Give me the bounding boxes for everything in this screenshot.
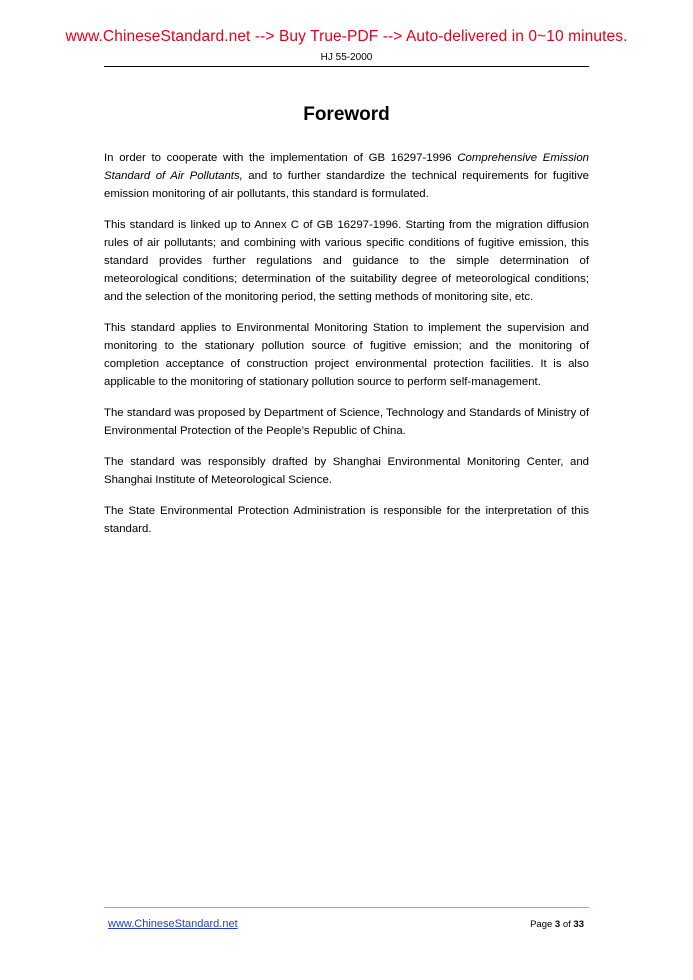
standard-title-emphasis: Comprehensive Emission Standard of Air Pollutants, (104, 152, 589, 182)
paragraph-6: The State Environmental Protection Administration is responsible for the interpretation of this standard. (104, 505, 589, 535)
page-of: of (560, 919, 574, 930)
paragraph-3: This standard applies to Environmental Monitoring Station to implement the supervision and monitoring to the stationary pollution source of fugitive emission; and the monitoring of completion acceptance of construction project environmental protection facilities. It is also applicable to the monitoring of stationary pollution source to perform self-management. (104, 322, 589, 388)
paragraph-1 (104, 149, 589, 203)
page-current: 3 (554, 919, 561, 930)
page-total: 33 (573, 919, 584, 930)
paragraph-1-tail: and to further standardize the technical requirements for fugitive emission monitoring of air pollutants, this standard is formulated. (104, 170, 589, 200)
page-number (530, 919, 584, 930)
banner-text[interactable]: www.ChineseStandard.net --> Buy True-PDF --> Auto-delivered in 0~10 minutes. (65, 28, 628, 45)
paragraph-2: This standard is linked up to Annex C of GB 16297-1996. Starting from the migration diffusion rules of air pollutants; and combining with various specific conditions of fugitive emission, this standard provides further regulations and guidance to the simple determination of meteorological conditions; determination of the suitability degree of meteorological conditions; and the selection of the monitoring period, the setting methods of monitoring site, etc. (104, 219, 589, 303)
page-prefix: Page (530, 919, 555, 930)
paragraph-4: The standard was proposed by Department of Science, Technology and Standards of Ministry of Environmental Protection of the People’s Republic of China. (104, 407, 589, 437)
footer-website-link[interactable]: www.ChineseStandard.net (108, 918, 238, 930)
paragraph-5: The standard was responsibly drafted by Shanghai Environmental Monitoring Center, and Shanghai Institute of Meteorological Science. (104, 456, 589, 486)
paragraph-1-lead: In order to cooperate with the implementation of GB 16297-1996 (104, 152, 458, 164)
header-divider (104, 66, 589, 67)
document-body (104, 149, 589, 551)
page-title: Foreword (303, 104, 390, 125)
document-code: HJ 55-2000 (320, 52, 373, 63)
footer-divider (104, 907, 589, 908)
